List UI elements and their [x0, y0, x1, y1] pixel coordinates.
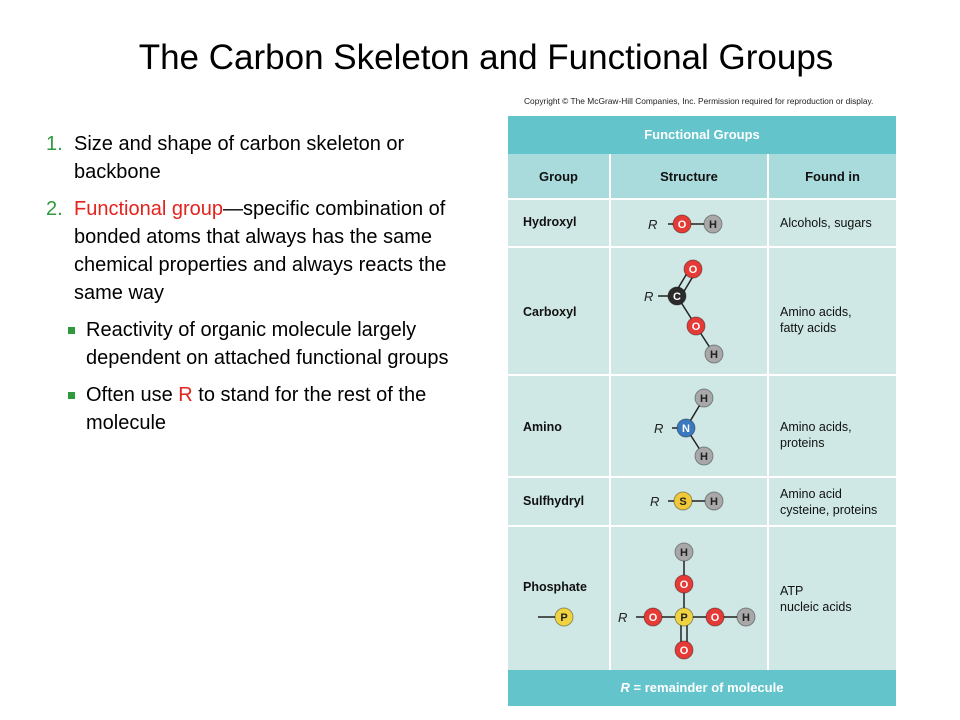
footer-r: R — [620, 680, 630, 695]
column-header-found-in: Found in — [769, 154, 896, 199]
square-bullet-icon — [68, 392, 75, 399]
atom-symbol: P — [560, 612, 568, 624]
atom-symbol: O — [710, 612, 720, 624]
atom-symbol: N — [682, 423, 690, 435]
atom-symbol: H — [710, 349, 718, 361]
found-in-line: ATP — [780, 584, 804, 598]
numbered-item-2 — [46, 195, 496, 307]
group-name: Sulfhydryl — [523, 494, 585, 508]
group-name: Hydroxyl — [523, 215, 577, 229]
numbered-item-1 — [46, 130, 496, 186]
atom-symbol: O — [691, 321, 701, 333]
sub-bullet-2 — [46, 381, 496, 437]
r-label: R — [654, 421, 664, 436]
table-footer — [508, 670, 896, 706]
item-number: 2. — [46, 198, 63, 220]
square-bullet-icon — [68, 327, 75, 334]
item-highlight: Functional group — [74, 198, 223, 220]
bullet-list — [46, 130, 496, 446]
atom-symbol: C — [673, 291, 681, 303]
phosphate-label-structure — [538, 608, 573, 626]
atom-symbol: H — [680, 547, 688, 559]
atom-symbol: O — [648, 612, 658, 624]
found-in-line: Amino acids, — [780, 420, 852, 434]
hydroxyl-structure — [648, 215, 722, 233]
atom-symbol: O — [677, 219, 687, 231]
found-in-line: Alcohols, sugars — [780, 216, 872, 230]
item-number: 1. — [46, 133, 63, 155]
found-in-line: nucleic acids — [780, 600, 852, 614]
r-label: R — [618, 610, 628, 625]
column-header-structure: Structure — [611, 154, 767, 199]
sub-bullet-text-post: to stand for the rest of the molecule — [86, 384, 427, 434]
table-title: Functional Groups — [508, 116, 896, 154]
sub-bullet-highlight: R — [178, 384, 193, 406]
column-header-group: Group — [508, 154, 609, 199]
r-label: R — [648, 217, 658, 232]
atom-symbol: H — [710, 496, 718, 508]
amino-structure — [654, 389, 713, 465]
r-label: R — [650, 494, 660, 509]
atom-symbol: H — [700, 451, 708, 463]
slide-title: The Carbon Skeleton and Functional Groups — [138, 38, 834, 77]
atom-symbol: S — [679, 496, 687, 508]
atom-symbol: H — [709, 219, 717, 231]
found-in-line: Amino acids, — [780, 305, 852, 319]
carboxyl-structure — [644, 260, 723, 363]
sub-bullet-text-pre: Often use — [86, 384, 179, 406]
atom-symbol: O — [688, 264, 698, 276]
r-label: R — [644, 289, 654, 304]
atom-symbol: O — [679, 579, 689, 591]
found-in-line: cysteine, proteins — [780, 503, 878, 517]
copyright-notice: Copyright © The McGraw-Hill Companies, Inc. Permission required for reproduction or display. — [524, 96, 874, 106]
phosphate-structure — [618, 543, 755, 659]
group-name: Amino — [523, 420, 562, 434]
atom-symbol: H — [742, 612, 750, 624]
item-text: —specific combination of bonded atoms that always has the same chemical properties and always reacts the same way — [74, 198, 447, 304]
footer-text: = remainder of molecule — [629, 680, 784, 695]
sulfhydryl-structure — [650, 492, 723, 510]
found-in-line: Amino acid — [780, 487, 842, 501]
atom-symbol: H — [700, 393, 708, 405]
atom-symbol: P — [680, 612, 688, 624]
found-in-line: proteins — [780, 436, 825, 450]
structure-diagrams — [508, 116, 896, 670]
group-name: Carboxyl — [523, 305, 577, 319]
found-in-line: fatty acids — [780, 321, 837, 335]
item-text: Size and shape of carbon skeleton or backbone — [74, 133, 405, 183]
atom-symbol: O — [679, 645, 689, 657]
group-name: Phosphate — [523, 580, 587, 594]
sub-bullet-1 — [46, 316, 496, 372]
functional-groups-table — [508, 116, 896, 706]
sub-bullet-text: Reactivity of organic molecule largely dependent on attached functional groups — [86, 319, 449, 369]
